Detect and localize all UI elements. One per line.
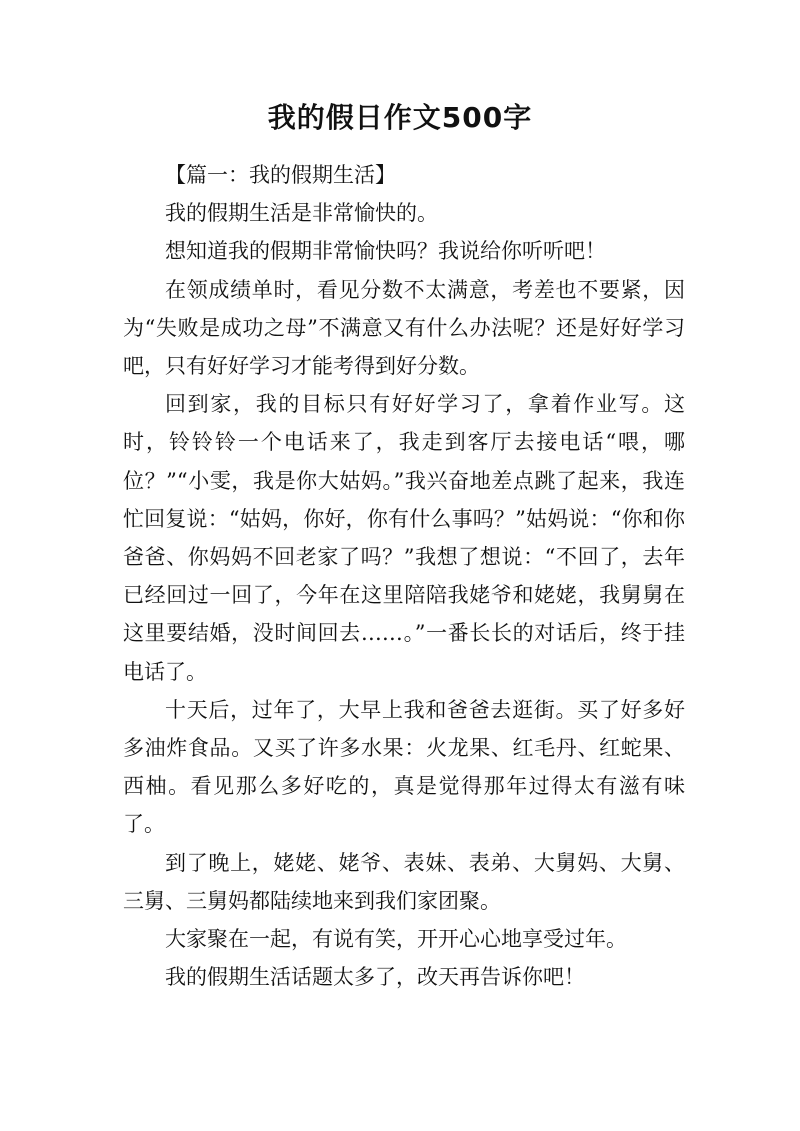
section-heading: 【篇一：我的假期生活】 [165, 163, 396, 187]
paragraph-6: 到了晚上，姥姥、姥爷、表妹、表弟、大舅妈、大舅、三舅、三舅妈都陆续地来到我们家团聚。 [123, 850, 685, 913]
paragraph-1: 我的假期生活是非常愉快的。 [165, 201, 438, 226]
document-body [123, 156, 685, 996]
paragraph-5: 十天后，过年了，大早上我和爸爸去逛街。买了好多好多油炸食品。又买了许多水果：火龙果、红毛丹、红蛇果、西柚。看见那么多好吃的，真是觉得那年过得太有滋有味了。 [123, 697, 685, 837]
paragraph-4: 回到家，我的目标只有好好学习了，拿着作业写。这时，铃铃铃一个电话来了，我走到客厅去接电话“喂，哪位？”“小雯，我是你大姑妈。”我兴奋地差点跳了起来，我连忙回复说：“姑妈，你好，你有什么事吗？”姑妈说：“你和你爸爸、你妈妈不回老家了吗？”我想了想说：“不回了，去年已经回过一回了，今年在这里陪陪我姥爷和姥姥，我舅舅在这里要结婚，没时间回去……。”一番长长的对话后，终于挂电话了。 [123, 392, 685, 684]
paragraph-7: 大家聚在一起，有说有笑，开开心心地享受过年。 [165, 927, 627, 952]
document-title: 我的假日作文500字 [267, 101, 533, 134]
paragraph-3: 在领成绩单时，看见分数不太满意，考差也不要紧，因为“失败是成功之母”不满意又有什么办法呢？还是好好学习吧，只有好好学习才能考得到好分数。 [123, 277, 685, 379]
paragraph-8: 我的假期生活话题太多了，改天再告诉你吧！ [165, 965, 585, 990]
paragraph-2: 想知道我的假期非常愉快吗？我说给你听听吧！ [165, 239, 606, 264]
